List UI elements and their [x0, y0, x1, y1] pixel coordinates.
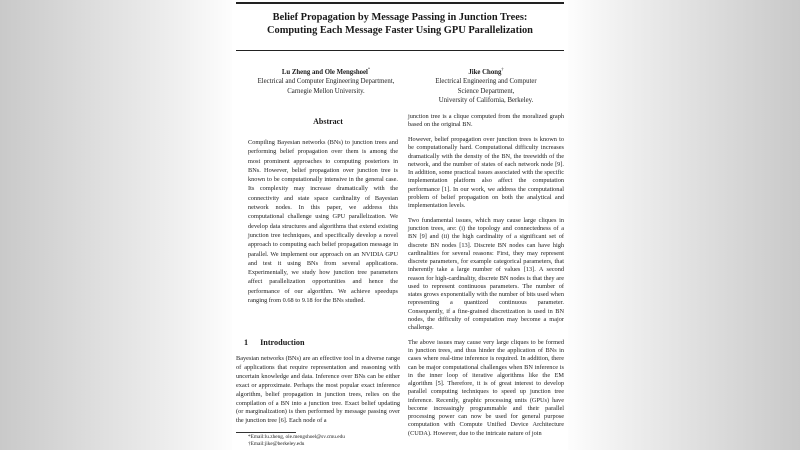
- author-dept-1: Electrical and Computer Engineering Department,: [257, 78, 395, 86]
- section-title: Introduction: [260, 338, 305, 347]
- paper-page: [232, 0, 568, 450]
- abstract-heading: Abstract: [313, 117, 343, 126]
- title-line-1: Belief Propagation by Message Passing in Junction Trees:: [272, 12, 528, 23]
- title-bottom-rule: [236, 50, 564, 51]
- title-line-2: Computing Each Message Faster Using GPU Parallelization: [267, 25, 533, 36]
- author-block-1: [246, 68, 406, 96]
- section-heading: [244, 338, 317, 347]
- author-block-2: [408, 68, 564, 106]
- author-mark-1: *: [367, 66, 371, 72]
- right-paragraph-4: The above issues may cause very large cliques to be formed in junction trees, and thus hinder the application of BNs in cases where real-time inference is required. In addition, there can be major computational challenges when BN inference is in the inner loop of iterative algorithms like the EM algorithm [5]. Therefore, it is of great interest to develop parallel computing techniques to speed up junction tree inference. Recently, graphic processing units (GPUs) have become increasingly programmable and their parallel processing power can now be used for general purpose computation with Compute Unified Device Architecture (CUDA). However, due to the intricate nature of join: [408, 338, 564, 437]
- right-paragraph-2: However, belief propagation over junction trees is known to be computationally hard. Computational difficulty increases dramatically with the density of the BN, the treewidth of the network, and the number of states of each network node [9]. In addition, some practical issues associated with the specific implementation platform also affect the computation performance [1]. In our work, we address the computational problem of belief propagation on both the analytical and implementation levels.: [408, 136, 564, 209]
- intro-text: Bayesian networks (BNs) are an effective tool in a diverse range of applications that require representation and reasoning with uncertain knowledge and data. Inference over BNs can be either exact or approximate. Perhaps the most popular exact inference algorithm, belief propagation in junction trees, relies on the compilation of a BN into a junction tree. Exact belief updating (or marginalization) is then performed by message passing over the junction tree [6]. Each node of a: [236, 355, 400, 425]
- author-dept-2: Electrical Engineering and Computer: [435, 78, 537, 86]
- footnote-1: *Email:lu.zheng, ole.mengshoel@sv.cmu.edu: [248, 434, 345, 440]
- title-top-rule: [236, 2, 564, 4]
- footnote-rule: [236, 432, 296, 433]
- author-names-2: Jike Chong: [468, 69, 502, 76]
- section-number: 1: [244, 338, 249, 347]
- author-inst-1: Carnegie Mellon University.: [287, 87, 365, 95]
- paper-title: [232, 11, 568, 37]
- author-inst-2: University of California, Berkeley.: [438, 97, 534, 105]
- abstract-text: Compiling Bayesian networks (BNs) to junction trees and performing belief propagation over them is among the most prominent approaches to computing posteriors in BNs. However, belief propagation over junction tree is known to be computationally intensive in the general case. Its complexity may increase dramatically with the connectivity and state space cardinality of Bayesian network nodes. In this paper, we address this computational challenge using GPU parallelization. We develop data structures and algorithms that extend existing junction tree techniques, and specifically develop a novel approach to computing each belief propagation message in parallel. We implement our approach on an NVIDIA GPU and test it using BNs from several applications. Experimentally, we study how junction tree parameters affect parallelization opportunities and hence the performance of our algorithm. We achieve speedups ranging from 0.68 to 9.18 for the BNs studied.: [248, 139, 398, 305]
- right-paragraph-1: junction tree is a clique computed from the moralized graph based on the original BN.: [408, 113, 564, 129]
- author-names-1: Lu Zheng and Ole Mengshoel: [281, 69, 368, 76]
- author-dept-2b: Science Department,: [457, 87, 515, 95]
- author-mark-2: †: [501, 66, 504, 72]
- right-paragraph-3: Two fundamental issues, which may cause large cliques in junction trees, are: (i) the topology and connectedness of a BN [9] and (ii) the high cardinality of a significant set of discrete BN nodes [13]. Discrete BN nodes can have high cardinalities for several reasons: First, they may represent discrete parameters, for example categorical parameters, that inherently take a large number of values [13]. A second reason for high-cardinality, discrete BN nodes is that they are used to represent continuous parameters. The number of states grows exponentially with the number of bits used when representing a quantized continuous parameter. Consequently, if a fine-grained discretization is used in BN nodes, the difficulty of computation may become a major challenge.: [408, 216, 564, 331]
- right-column: [408, 113, 564, 444]
- footnote-2: †Email:jike@berkeley.edu: [248, 441, 305, 447]
